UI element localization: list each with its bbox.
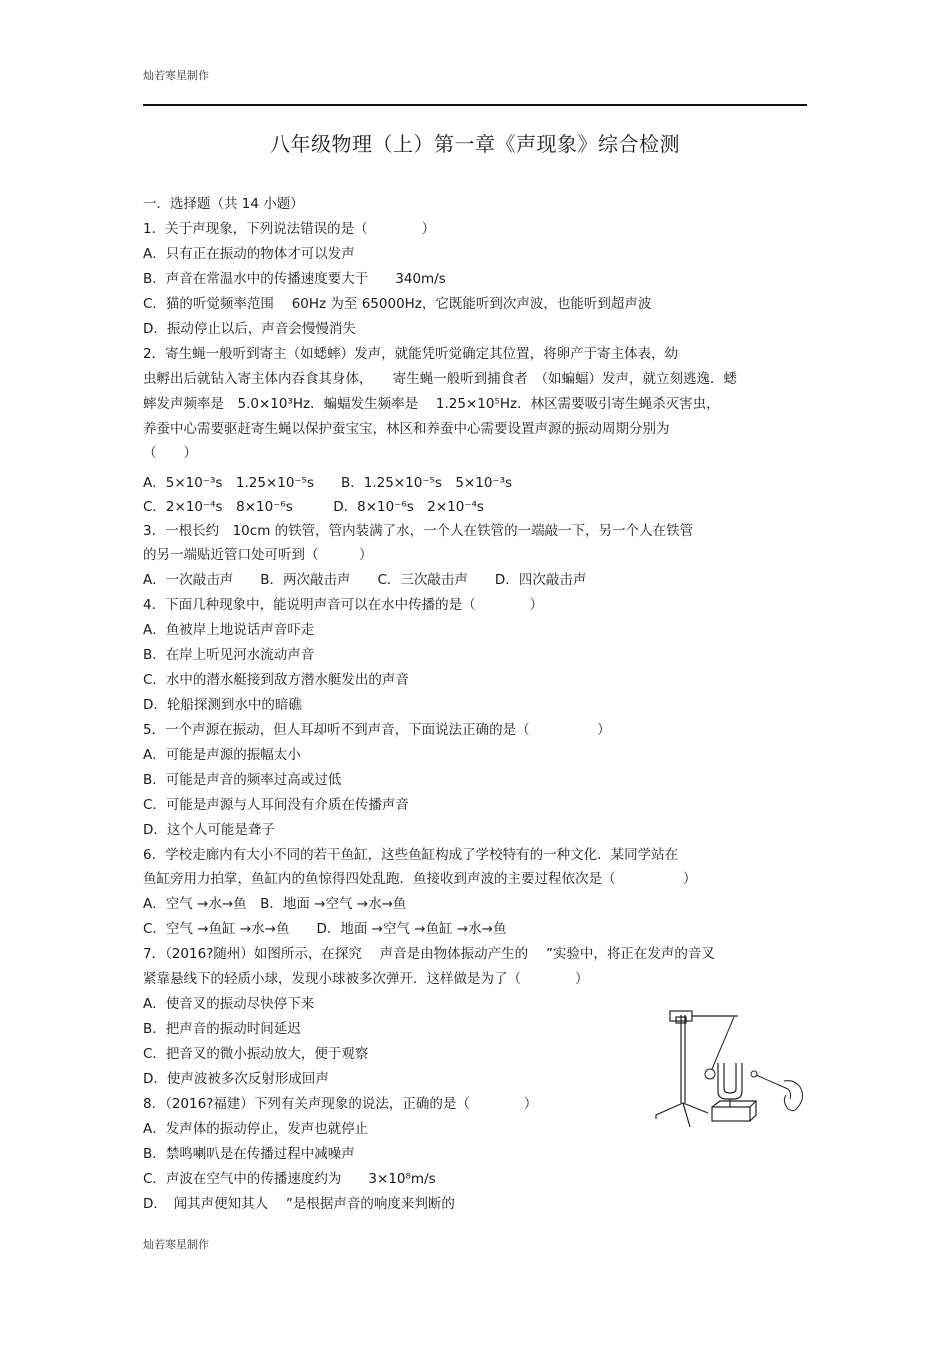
text-line: B．把声音的振动时间延迟 [143, 1021, 301, 1037]
text-line: B．禁鸣喇叭是在传播过程中减噪声 [143, 1146, 355, 1162]
page-header: 灿若寒星制作 [143, 69, 209, 82]
section-heading: 一．选择题（共 14 小题） [143, 196, 304, 212]
text-line: A．只有正在振动的物体才可以发声 [143, 246, 355, 262]
text-line: C．声波在空气中的传播速度约为 3×10⁸m/s [143, 1171, 436, 1187]
text-line: A．一次敲击声 B．两次敲击声 C．三次敲击声 D．四次敲击声 [143, 572, 587, 588]
stand [656, 1011, 738, 1127]
text-line: 5．一个声源在振动，但人耳却听不到声音，下面说法正确的是（ ） [143, 722, 611, 738]
text-line: 养蚕中心需要驱赶寄生蝇以保护蚕宝宝，林区和养蚕中心需要设置声源的振动周期分别为 [143, 421, 670, 437]
text-line: D．使声波被多次反射形成回声 [143, 1071, 329, 1087]
text-line: （ ） [143, 445, 197, 461]
text-line: D． 闻其声便知其人 ”是根据声音的响度来判断的 [143, 1196, 455, 1212]
text-line: A．鱼被岸上地说话声音吓走 [143, 622, 315, 638]
text-line: 2．寄生蝇一般听到寄主（如蟋蟀）发声，就能凭听觉确定其位置，将卵产于寄主体表，幼 [143, 346, 679, 362]
text-line: A．可能是声源的振幅太小 [143, 747, 301, 763]
text-line: 3．一根长约 10cm 的铁管，管内装满了水，一个人在铁管的一端敲一下，另一个人在铁管 [143, 523, 694, 539]
header-rule [143, 104, 807, 106]
text-line: B．可能是声音的频率过高或过低 [143, 772, 342, 788]
text-line: 蟀发声频率是 5.0×10³Hz．蝙蝠发生频率是 1.25×10⁵Hz．林区需要吸引寄生蝇杀灭害虫， [143, 396, 720, 412]
text-line: D．振动停止以后，声音会慢慢消失 [143, 321, 356, 337]
hand-with-mallet [751, 1071, 803, 1111]
text-line: 8．（2016?福建）下列有关声现象的说法，正确的是（ ） [143, 1096, 538, 1112]
text-line: A．发声体的振动停止，发声也就停止 [143, 1121, 369, 1137]
text-line: 的另一端贴近管口处可听到（ ） [143, 547, 373, 563]
text-line: A．空气 →水→鱼 B．地面 →空气 →水→鱼 [143, 896, 407, 912]
text-line: 1．关于声现象，下列说法错误的是（ ） [143, 221, 436, 237]
text-line: A．5×10⁻³s 1.25×10⁻⁵s B．1.25×10⁻⁵s 5×10⁻³s [143, 475, 513, 491]
text-line: C．可能是声源与人耳间没有介质在传播声音 [143, 797, 409, 813]
text-line: 4．下面几种现象中，能说明声音可以在水中传播的是（ ） [143, 597, 544, 613]
tuning-fork-figure [648, 1003, 810, 1133]
text-line: D．轮船探测到水中的暗礁 [143, 697, 302, 713]
text-line: C．2×10⁻⁴s 8×10⁻⁶s D．8×10⁻⁶s 2×10⁻⁴s [143, 499, 484, 515]
text-line: 6．学校走廊内有大小不同的若干鱼缸，这些鱼缸构成了学校特有的一种文化．某同学站在 [143, 847, 679, 863]
text-line: C．水中的潜水艇接到敌方潜水艇发出的声音 [143, 672, 409, 688]
text-line: B．在岸上听见河水流动声音 [143, 647, 315, 663]
pendulum [705, 1017, 734, 1079]
text-line: 鱼缸旁用力拍掌，鱼缸内的鱼惊得四处乱跑．鱼接收到声波的主要过程依次是（ ） [143, 871, 697, 887]
text-line: D．这个人可能是聋子 [143, 822, 275, 838]
text-line: 紧靠悬线下的轻质小球，发现小球被多次弹开．这样做是为了（ ） [143, 971, 589, 987]
text-line: C．猫的听觉频率范围 60Hz 为至 65000Hz，它既能听到次声波，也能听到超声波 [143, 296, 652, 312]
tuning-fork [712, 1063, 756, 1121]
text-line: 虫孵出后就钻入寄主体内吞食其身体， 寄生蝇一般听到捕食者 （如蝙蝠）发声，就立刻逃逸．蟋 [143, 371, 737, 387]
page-title: 八年级物理（上）第一章《声现象》综合检测 [270, 132, 680, 156]
text-line: B．声音在常温水中的传播速度要大于 340m/s [143, 271, 446, 287]
text-line: A．使音叉的振动尽快停下来 [143, 996, 315, 1012]
text-line: C．空气 →鱼缸 →水→鱼 D．地面 →空气 →鱼缸 →水→鱼 [143, 921, 507, 937]
text-line: C．把音叉的微小振动放大，便于观察 [143, 1046, 369, 1062]
text-line: 7．（2016?随州）如图所示，在探究 声音是由物体振动产生的 ”实验中，将正在发声的音叉 [143, 946, 715, 962]
page-footer: 灿若寒星制作 [143, 1238, 209, 1251]
